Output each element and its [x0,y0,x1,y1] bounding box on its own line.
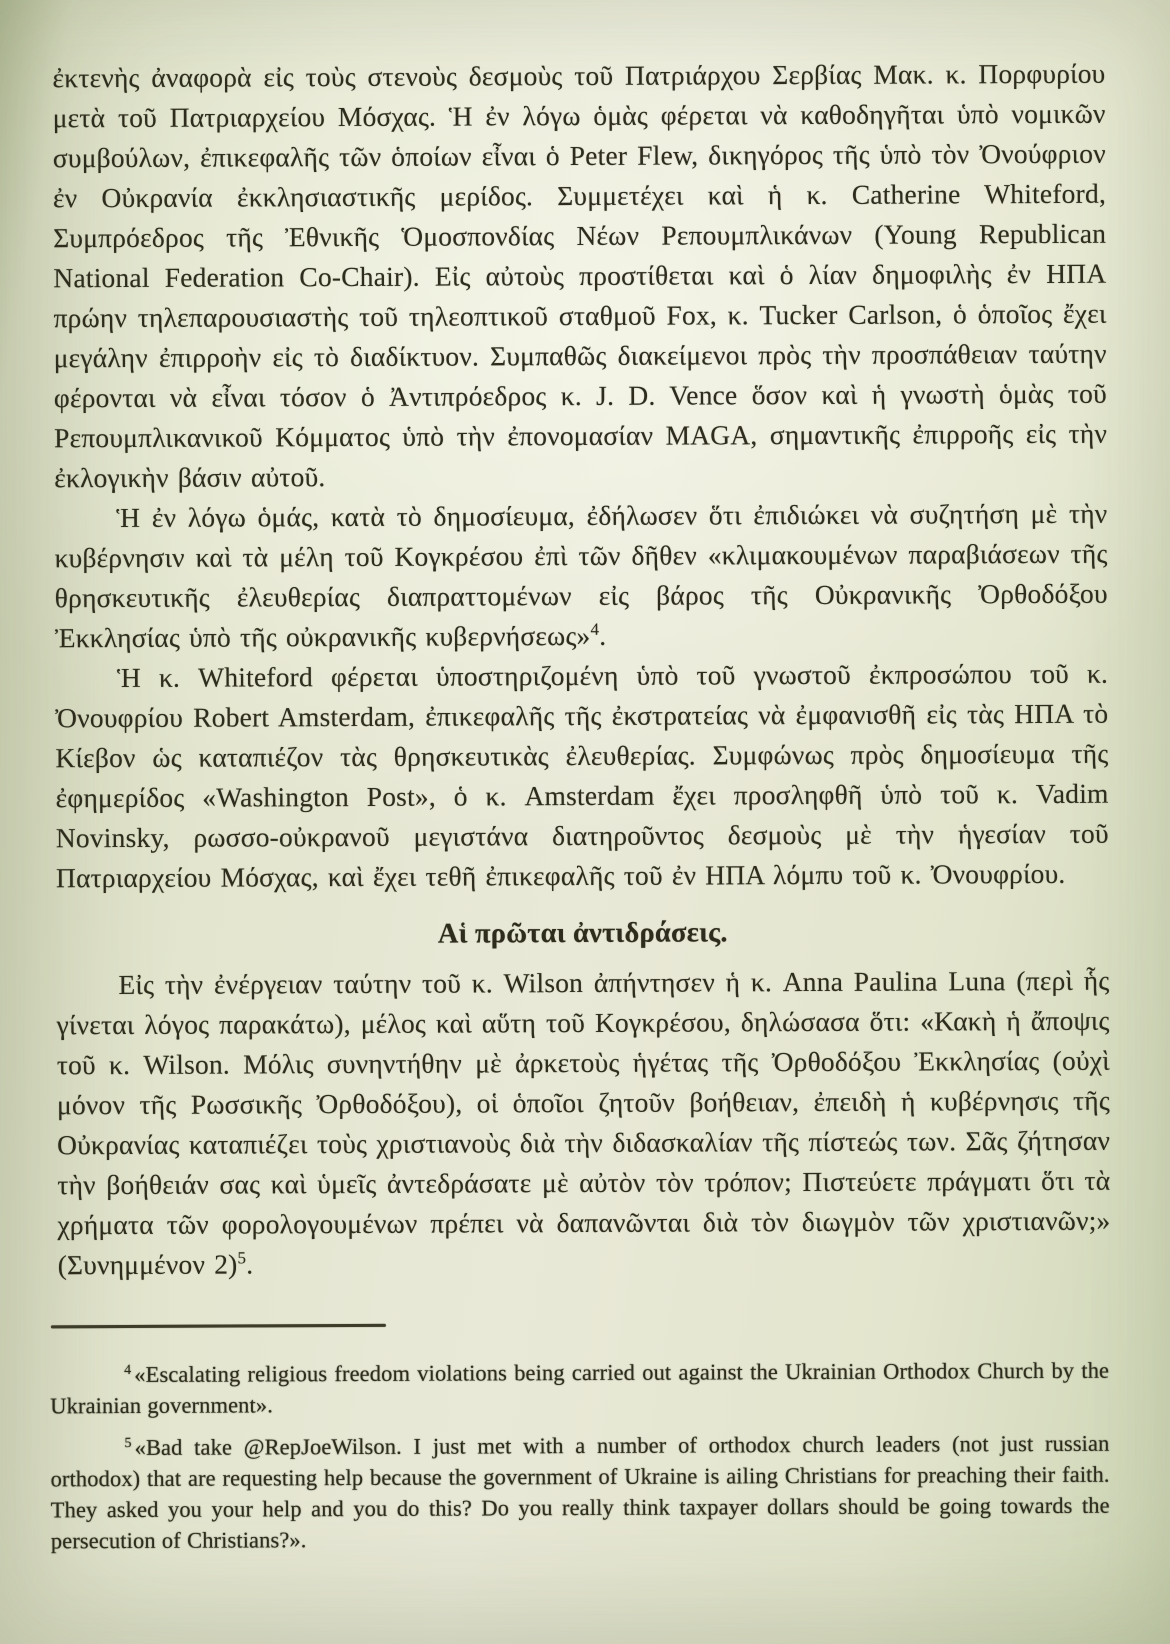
footnote-5-text: «Bad take @RepJoeWilson. I just met with a number of orthodox church leaders (not just russian orthodox) that are requesting help because the government of Ukraine is ailing Christians for preaching their faith. They asked you your help and you do this? Do you really think taxpayer dollars should be going towards the persecution of Christians?». [50,1430,1110,1554]
footnote-ref-4: 4 [590,619,600,639]
footnote-5 [50,1428,1110,1557]
footnote-4-text: «Escalating religious freedom violations being carried out against the Ukrainian Orthodox Church by the Ukrainian government». [50,1357,1110,1419]
paragraph-2 [54,494,1108,659]
page-content [52,54,1112,1557]
paragraph-1: ἐκτενὴς ἀναφορὰ εἰς τοὺς στενοὺς δεσμοὺς τοῦ Πατριάρχου Σερβίας Μακ. κ. Πορφυρίου μετὰ τοῦ Πατριαρχείου Μόσχας. Ἡ ἐν λόγω ὁμὰς φέρεται νὰ καθοδηγῆται ὑπὸ νομικῶν συμβούλων, ἐπικεφαλῆς τῶν ὁποίων εἶναι ὁ Peter Flew, δικηγόρος τῆς ὑπὸ τὸν Ὀνούφριον ἐν Οὐκρανία ἐκκλησιαστικῆς μερίδος. Συμμετέχει καὶ ἡ κ. Catherine Whiteford, Συμπρόεδρος τῆς Ἐθνικῆς Ὁμοσπονδίας Νέων Ρεπουμπλικάνων (Young Republican National Federation Co-Chair). Εἰς αὐτοὺς προστίθεται καὶ ὁ λίαν δημοφιλὴς ἐν ΗΠΑ πρώην τηλεπαρουσιαστὴς τοῦ τηλεοπτικοῦ σταθμοῦ Fox, κ. Tucker Carlson, ὁ ὁποῖος ἔχει μεγάλην ἐπιρροὴν εἰς τὸ διαδίκτυον. Συμπαθῶς διακείμενοι πρὸς τὴν προσπάθειαν ταύτην φέρονται νὰ εἶναι τόσον ὁ Ἀντιπρόεδρος κ. J. D. Vence ὅσον καὶ ἡ γνωστὴ ὁμὰς τοῦ Ρεπουμπλικανικοῦ Κόμματος ὑπὸ τὴν ἐπονομασίαν MAGA, σημαντικῆς ἐπιρροῆς εἰς τὴν ἐκλογικὴν βάσιν αὐτοῦ. [52,57,1108,494]
paragraph-4-tail: . [246,1248,254,1280]
footnote-4-marker: 4 [124,1362,132,1378]
footnote-separator-rule [51,1324,386,1328]
footnote-4 [50,1355,1109,1422]
paragraph-2-text: Ἡ ἐν λόγω ὁμάς, κατὰ τὸ δημοσίευμα, ἐδήλωσεν ὅτι ἐπιδιώκει νὰ συζητήση μὲ τὴν κυβέρνησιν καὶ τὰ μέλη τοῦ Κογκρέσου ἐπὶ τῶν δῆθεν «κλιμακουμένων παραβιάσεων τῆς θρησκευτικῆς ἐλευθερίας διαπραττομένων εἰς βάρος τῆς Οὐκρανικῆς Ὀρθοδόξου Ἐκκλησίας ὑπὸ τῆς οὐκρανικῆς κυβερνήσεως» [54,497,1108,654]
body-text-block [52,54,1110,1286]
paragraph-4 [56,961,1110,1286]
paragraph-4-text: Εἰς τὴν ἐνέργειαν ταύτην τοῦ κ. Wilson ἀπήντησεν ἡ κ. Anna Paulina Luna (περὶ ἧς γίνεται λόγος παρακάτω), μέλος καὶ αὕτη τοῦ Κογκρέσου, δηλώσασα ὅτι: «Κακὴ ἡ ἄποψις τοῦ κ. Wilson. Μόλις συνηντήθην μὲ ἀρκετοὺς ἡγέτας τῆς Ὀρθοδόξου Ἐκκλησίας (οὐχὶ μόνον τῆς Ρωσσικῆς Ὀρθοδόξου), οἱ ὁποῖοι ζητοῦν βοήθειαν, ἐπειδὴ ἡ κυβέρνησις τῆς Οὐκρανίας καταπιέζει τοὺς χριστιανοὺς διὰ τὴν διδασκαλίαν τῆς πίστεώς των. Σᾶς ζήτησαν τὴν βοήθειάν σας καὶ ὑμεῖς ἀντεδράσατε μὲ αὐτὸν τὸν τρόπον; Πιστεύετε πράγματι ὅτι τὰ χρήματα τῶν φορολογουμένων πρέπει νὰ δαπανῶνται διὰ τὸν διωγμὸν τῶν χριστιανῶν;» (Συνημμένον 2) [56,964,1111,1281]
footnote-5-marker: 5 [124,1435,132,1451]
paragraph-2-tail: . [599,619,607,651]
footnotes-block [50,1355,1110,1557]
paragraph-3: Ἡ κ. Whiteford φέρεται ὑποστηριζομένη ὑπὸ τοῦ γνωστοῦ ἐκπροσώπου τοῦ κ. Ὀνουφρίου Robert Amsterdam, ἐπικεφαλῆς τῆς ἐκστρατείας νὰ ἐμφανισθῆ εἰς τὰς ΗΠΑ τὸ Κίεβον ὡς καταπιέζον τὰς θρησκευτικὰς ἐλευθερίας. Συμφώνως πρὸς δημοσίευμα τῆς ἐφημερίδος «Washington Post», ὁ κ. Amsterdam ἔχει προσληφθῆ ὑπὸ τοῦ κ. Vadim Novinsky, ρωσσο-οὐκρανοῦ μεγιστάνα διατηροῦντος δεσμοὺς μὲ τὴν ἡγεσίαν τοῦ Πατριαρχείου Μόσχας, καὶ ἔχει τεθῆ ἐπικεφαλῆς τοῦ ἐν ΗΠΑ λόμπυ τοῦ κ. Ὀνουφρίου. [55,657,1109,894]
footnote-ref-5: 5 [237,1248,247,1268]
section-heading: Αἱ πρῶται ἀντιδράσεις. [437,917,728,950]
